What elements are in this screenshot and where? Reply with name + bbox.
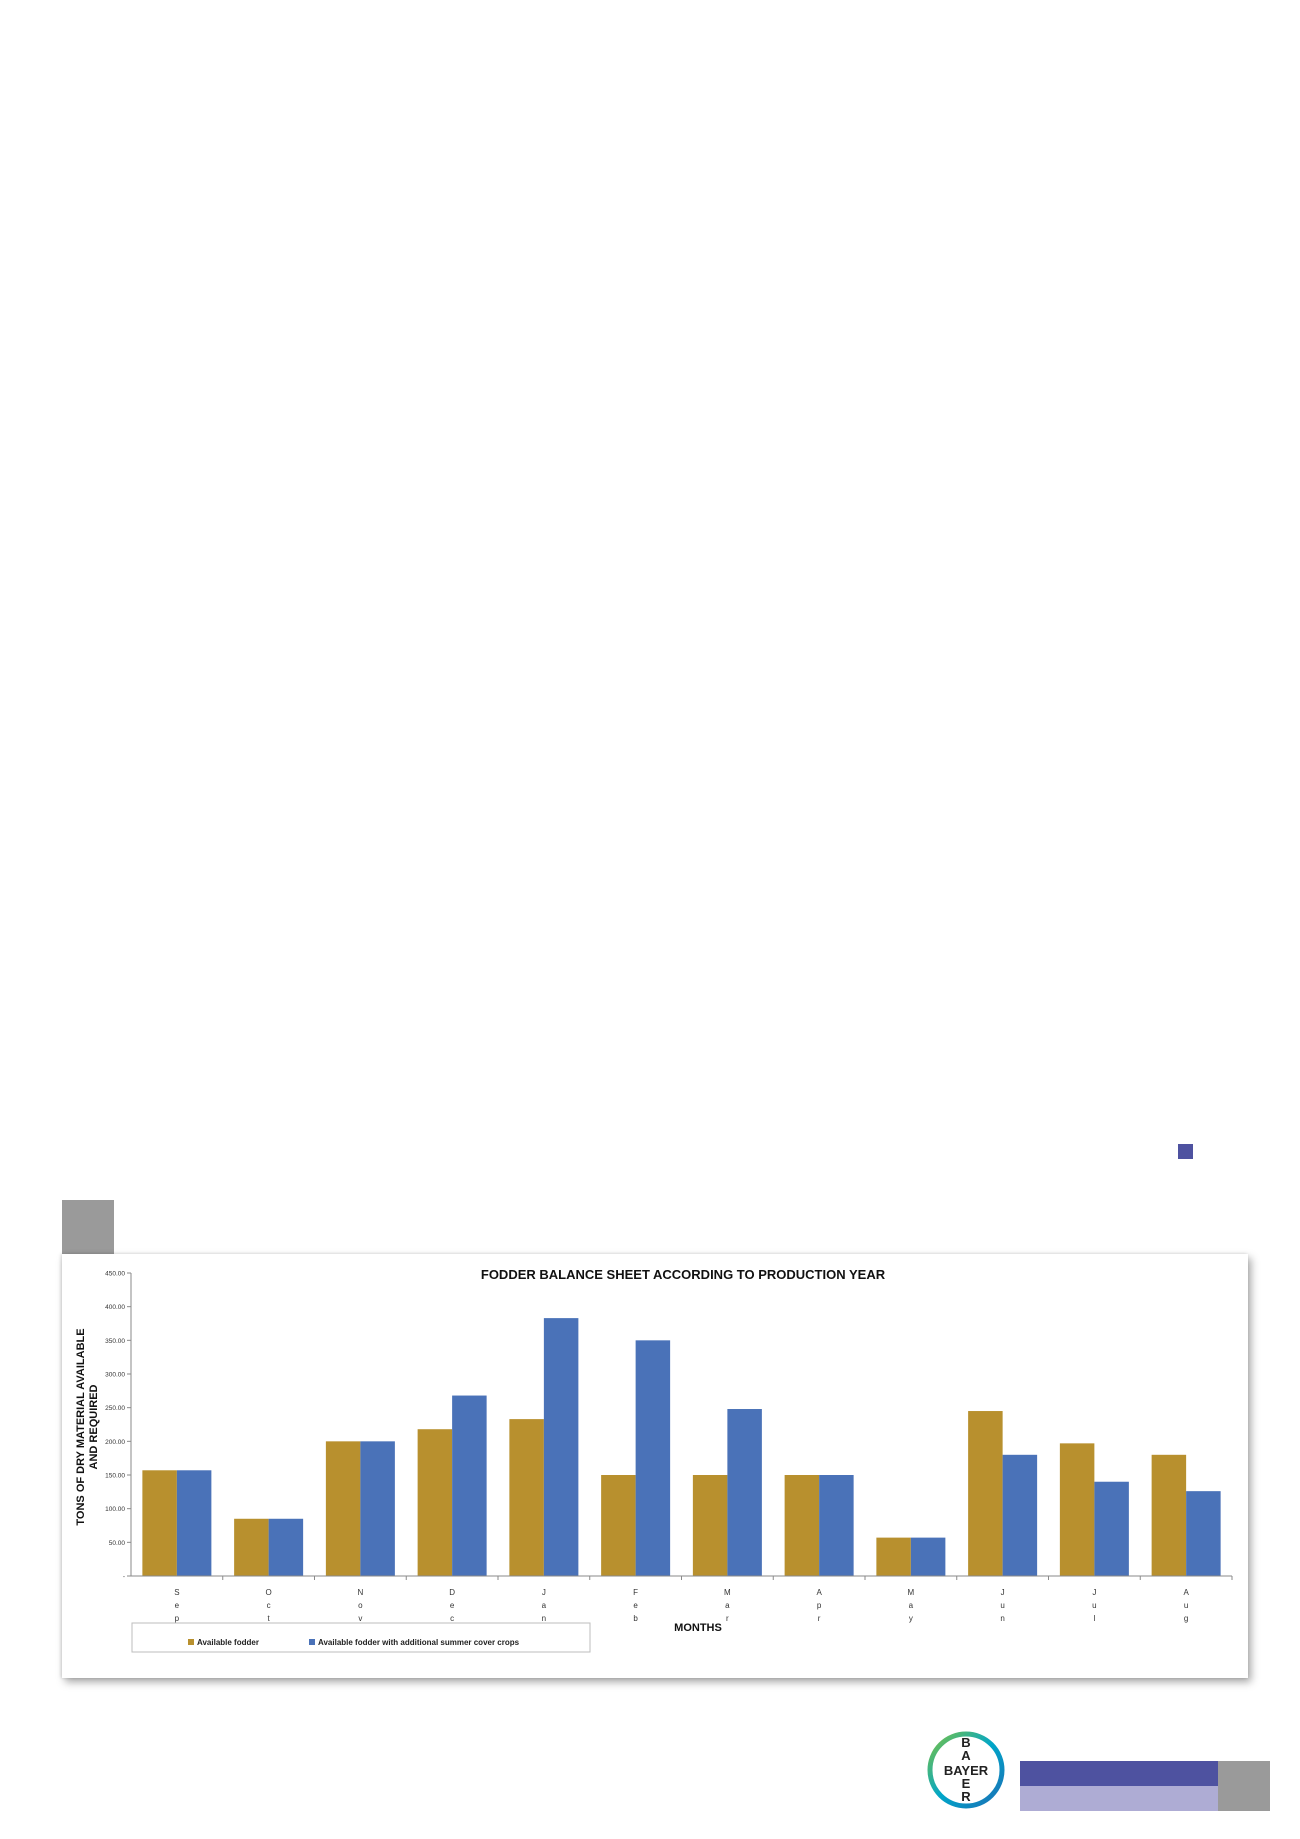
x-tick-label: A u g	[1183, 1588, 1189, 1623]
bar-cover-crops-dec	[452, 1396, 487, 1576]
y-tick-label: 100.00	[105, 1506, 125, 1514]
chart-title: FODDER BALANCE SHEET ACCORDING TO PRODUCTION YEAR	[480, 1267, 886, 1282]
legend-label-available-fodder: Available fodder	[197, 1638, 259, 1647]
x-tick-label: S e p	[174, 1588, 180, 1623]
bar-available-fodder-dec	[418, 1429, 453, 1576]
y-tick-label: 350.00	[105, 1337, 125, 1345]
x-tick-label: F e b	[633, 1588, 639, 1623]
y-axis-label-line1: TONS OF DRY MATERIAL AVAILABLE	[75, 1328, 87, 1526]
x-tick-label: J u n	[1000, 1588, 1005, 1623]
y-tick-label: -	[122, 1573, 125, 1581]
bar-available-fodder-may	[876, 1538, 911, 1576]
y-tick-label: 400.00	[105, 1304, 125, 1312]
bar-available-fodder-sep	[142, 1470, 177, 1576]
svg-text:BAYER: BAYER	[943, 1763, 989, 1778]
bar-available-fodder-apr	[785, 1475, 820, 1576]
bar-cover-crops-jul	[1094, 1482, 1129, 1576]
x-tick-label: N o v	[357, 1588, 364, 1623]
x-tick-label: M a r	[724, 1588, 731, 1623]
bar-available-fodder-jun	[968, 1411, 1003, 1576]
svg-text:E: E	[961, 1776, 971, 1791]
legend-swatch-available-fodder	[188, 1639, 194, 1645]
bar-available-fodder-jul	[1060, 1443, 1095, 1576]
bar-cover-crops-oct	[269, 1519, 304, 1576]
bar-cover-crops-mar	[727, 1409, 762, 1576]
x-tick-label: J u l	[1092, 1588, 1097, 1623]
bar-available-fodder-mar	[693, 1475, 728, 1576]
bar-available-fodder-nov	[326, 1441, 361, 1576]
bar-available-fodder-feb	[601, 1475, 636, 1576]
x-tick-label: J a n	[541, 1588, 547, 1623]
bar-cover-crops-feb	[636, 1340, 671, 1576]
fodder-balance-chart	[62, 1254, 1248, 1678]
bar-available-fodder-oct	[234, 1519, 269, 1576]
legend	[132, 1623, 590, 1652]
x-tick-label: M a y	[907, 1588, 915, 1623]
y-tick-label: 250.00	[105, 1405, 125, 1413]
chart-card	[62, 1254, 1248, 1678]
footer-page-tab	[1218, 1761, 1270, 1811]
bar-cover-crops-may	[911, 1538, 946, 1576]
y-tick-label: 450.00	[105, 1270, 125, 1278]
y-axis-label	[75, 1328, 100, 1525]
x-tick-label: O c t	[265, 1588, 272, 1623]
svg-text:A: A	[961, 1748, 971, 1763]
y-tick-label: 150.00	[105, 1472, 125, 1480]
bar-cover-crops-aug	[1186, 1491, 1221, 1576]
bar-cover-crops-apr	[819, 1475, 854, 1576]
y-tick-label: 200.00	[105, 1438, 125, 1446]
bayer-logo	[926, 1730, 1006, 1810]
x-tick-label: A p r	[816, 1588, 822, 1623]
svg-text:R: R	[961, 1789, 971, 1804]
legend-label-cover-crops: Available fodder with additional summer cover crops	[318, 1638, 520, 1647]
bar-available-fodder-jan	[509, 1419, 544, 1576]
figure-tab	[62, 1200, 114, 1256]
legend-swatch-cover-crops	[309, 1639, 315, 1645]
footer-bar-light	[1020, 1786, 1218, 1811]
svg-text:B: B	[961, 1735, 971, 1750]
section-marker	[1178, 1144, 1193, 1159]
footer-bar-dark	[1020, 1761, 1218, 1786]
y-axis-label-line2: AND REQUIRED	[88, 1384, 100, 1470]
y-tick-label: 300.00	[105, 1371, 125, 1379]
x-axis-label: MONTHS	[674, 1622, 722, 1634]
bar-cover-crops-sep	[177, 1470, 212, 1576]
bar-available-fodder-aug	[1152, 1455, 1187, 1576]
bar-cover-crops-nov	[360, 1441, 395, 1576]
y-tick-label: 50.00	[108, 1539, 125, 1547]
bar-cover-crops-jan	[544, 1318, 579, 1576]
x-tick-label: D e c	[449, 1588, 456, 1623]
bar-cover-crops-jun	[1003, 1455, 1038, 1576]
